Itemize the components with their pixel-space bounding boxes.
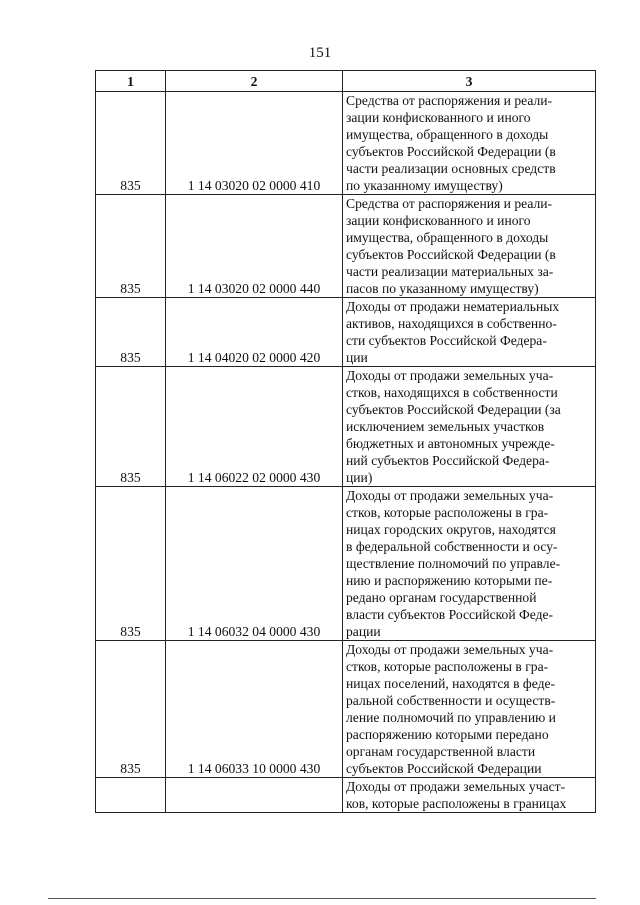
admin-code-cell: 835 (96, 195, 166, 298)
admin-code-cell: 835 (96, 641, 166, 778)
table-row (96, 195, 596, 298)
description-cell: Доходы от продажи земельных уча- стков, которые расположены в гра- ницах поселений, находятся в феде- ральной собственности и осуществ- ление полномочий по управлению и распоряжению которыми передано органам государственной власти субъектов Российской Федерации (343, 641, 596, 778)
column-header-1: 1 (96, 71, 166, 92)
admin-code-cell: 835 (96, 487, 166, 641)
admin-code-cell (96, 778, 166, 813)
table-row (96, 298, 596, 367)
admin-code-cell: 835 (96, 298, 166, 367)
description-cell: Доходы от продажи нематериальных активов, находящихся в собственно- сти субъектов Российской Федера- ции (343, 298, 596, 367)
description-cell: Доходы от продажи земельных уча- стков, которые расположены в гра- ницах городских округов, находятся в федеральной собственности и осу- ществление полномочий по управле- нию и распоряжению которыми пе- редано органам государственной власти субъектов Российской Феде- рации (343, 487, 596, 641)
table-row (96, 92, 596, 195)
page-number: 151 (308, 45, 332, 61)
budget-codes-table (95, 70, 596, 813)
footer-rule (48, 898, 596, 899)
table-row (96, 778, 596, 813)
table-row (96, 641, 596, 778)
table-row (96, 487, 596, 641)
budget-code-cell: 1 14 06032 04 0000 430 (166, 487, 343, 641)
table-header-row (96, 71, 596, 92)
table-row (96, 367, 596, 487)
table-body (96, 92, 596, 813)
budget-code-cell (166, 778, 343, 813)
column-header-3: 3 (343, 71, 596, 92)
description-cell: Доходы от продажи земельных участ- ков, которые расположены в границах (343, 778, 596, 813)
budget-code-cell: 1 14 04020 02 0000 420 (166, 298, 343, 367)
budget-code-cell: 1 14 06022 02 0000 430 (166, 367, 343, 487)
admin-code-cell: 835 (96, 92, 166, 195)
admin-code-cell: 835 (96, 367, 166, 487)
column-header-2: 2 (166, 71, 343, 92)
budget-code-cell: 1 14 03020 02 0000 440 (166, 195, 343, 298)
description-cell: Средства от распоряжения и реали- зации конфискованного и иного имущества, обращенного в доходы субъектов Российской Федерации (в части реализации основных средств по указанному имуществу) (343, 92, 596, 195)
description-cell: Доходы от продажи земельных уча- стков, находящихся в собственности субъектов Российской Федерации (за исключением земельных участков бюджетных и автономных учрежде- ний субъектов Российской Федера- ции) (343, 367, 596, 487)
description-cell: Средства от распоряжения и реали- зации конфискованного и иного имущества, обращенного в доходы субъектов Российской Федерации (в части реализации материальных за- пасов по указанному имуществу) (343, 195, 596, 298)
budget-code-cell: 1 14 03020 02 0000 410 (166, 92, 343, 195)
budget-code-cell: 1 14 06033 10 0000 430 (166, 641, 343, 778)
